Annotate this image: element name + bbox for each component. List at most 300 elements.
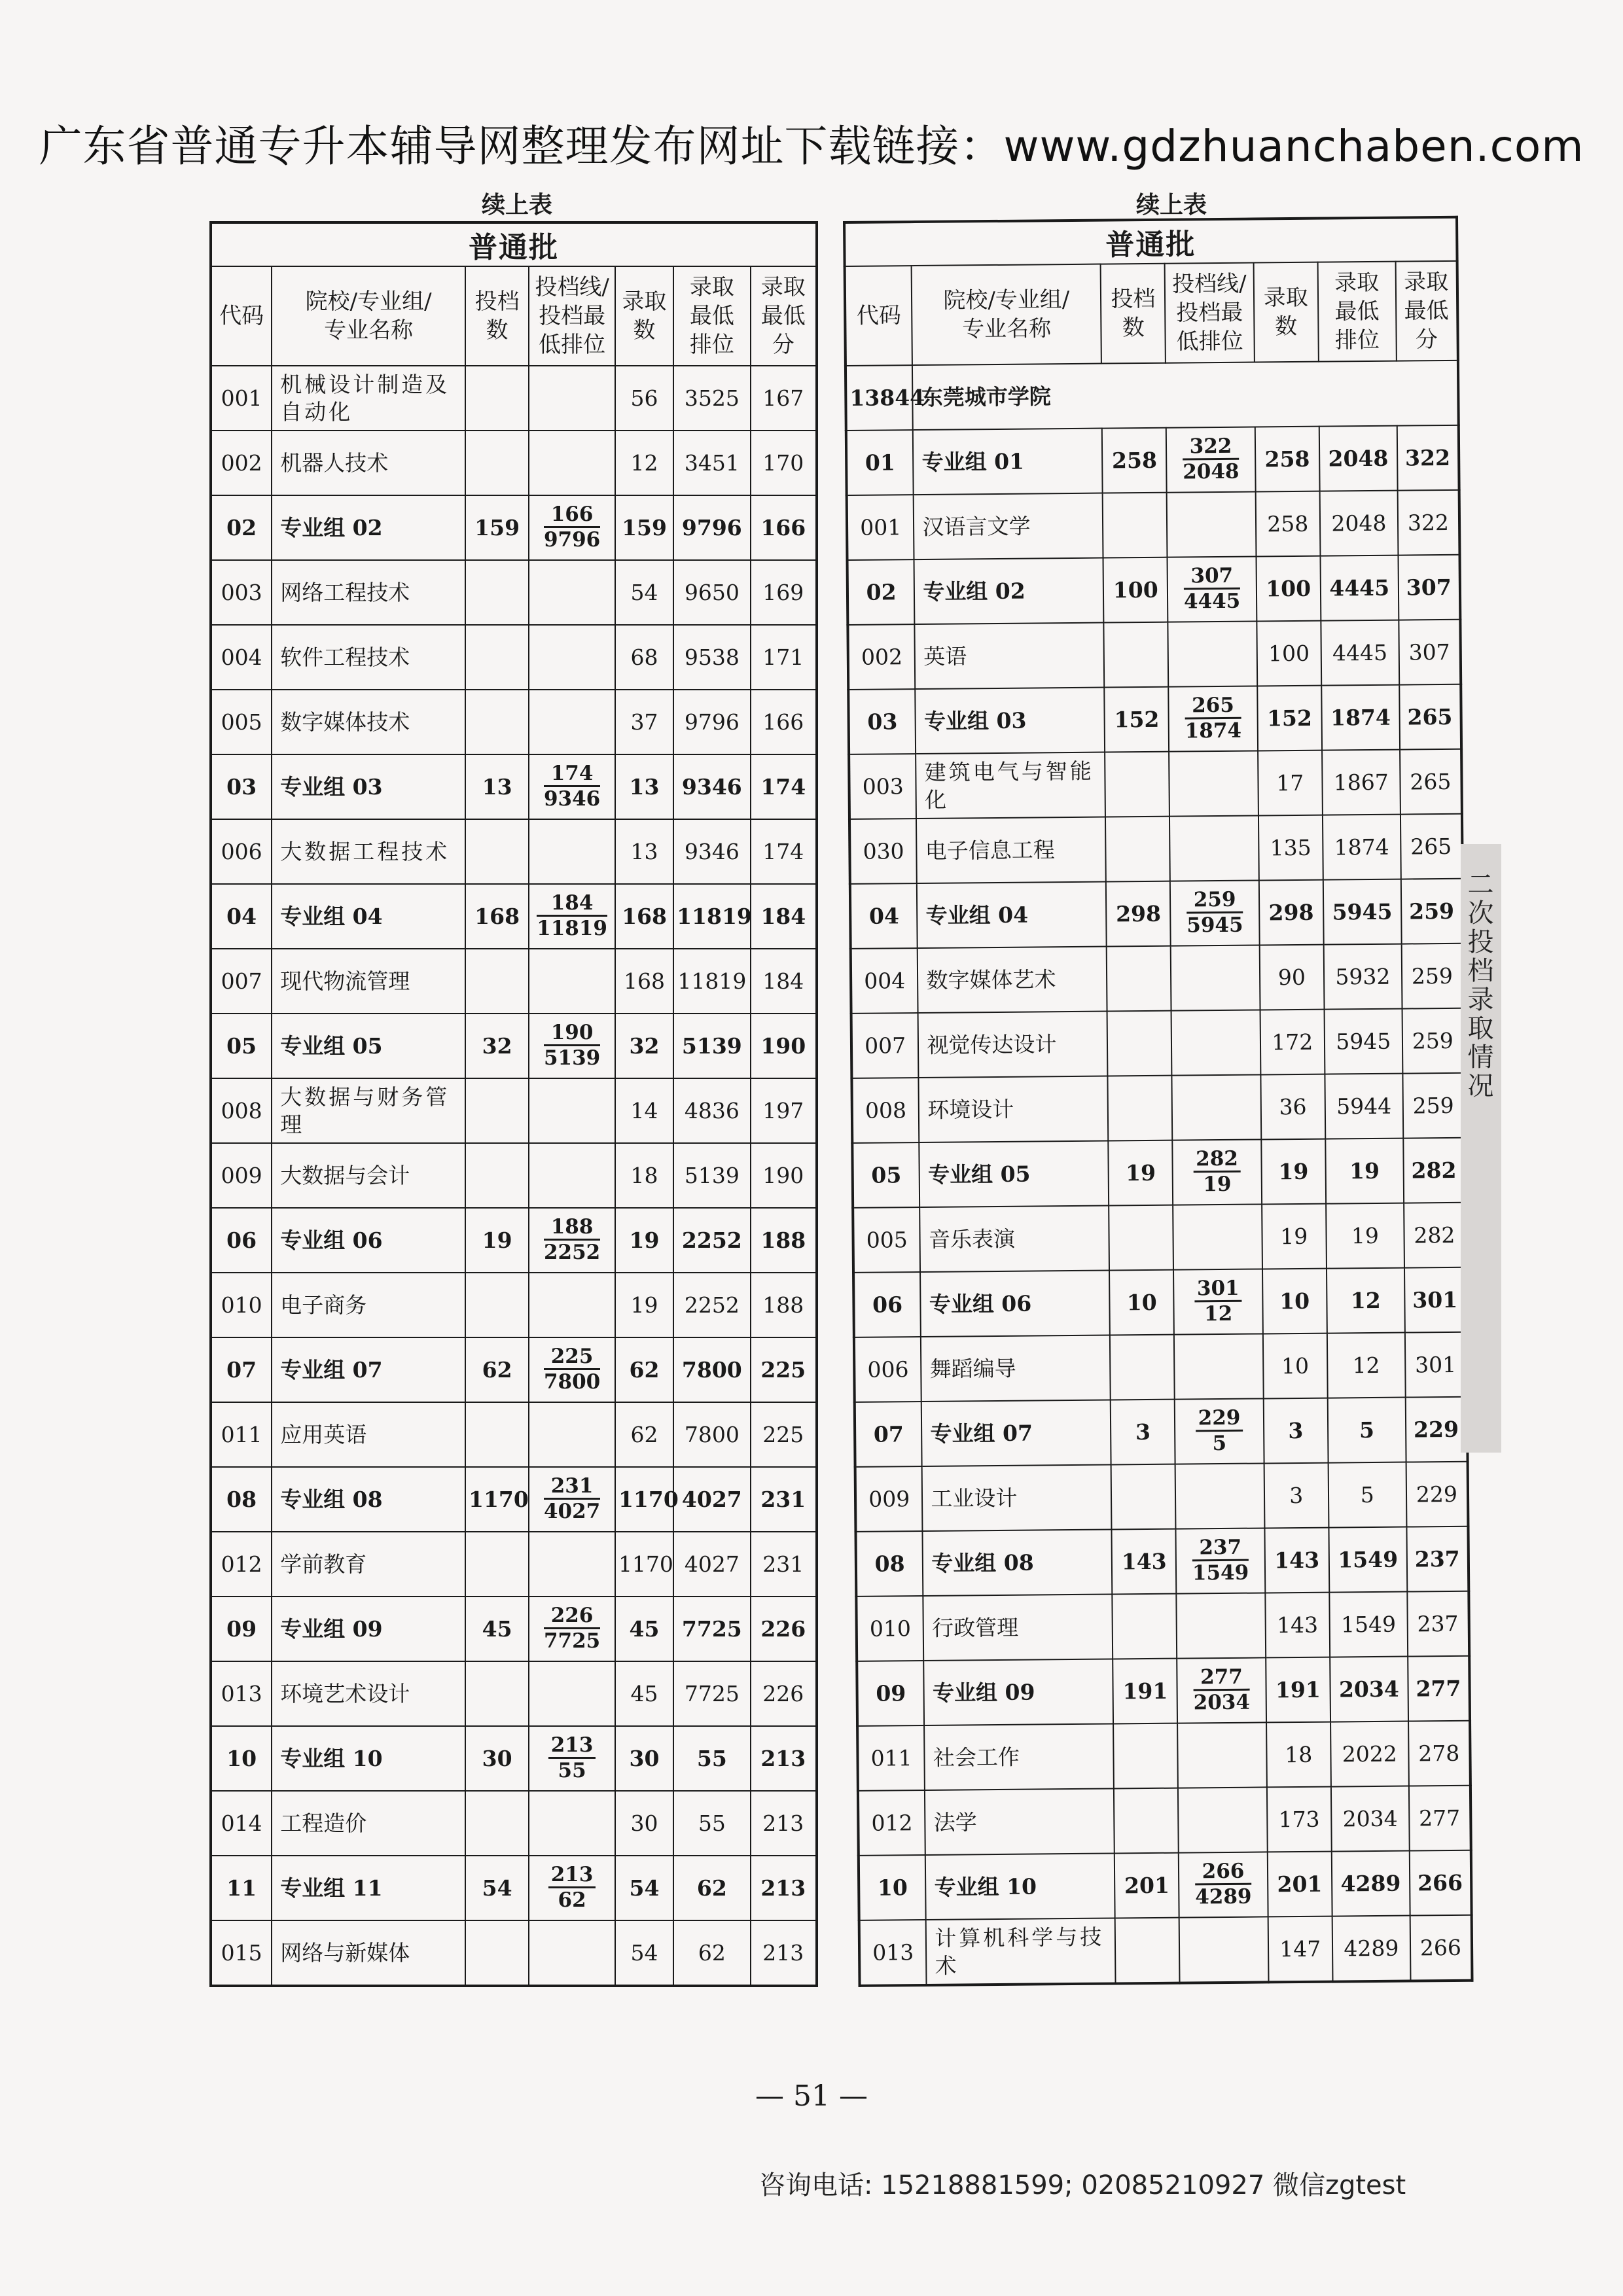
- min-rank-cell: 5945: [1323, 879, 1402, 945]
- name-cell: 专业组 07: [921, 1400, 1111, 1467]
- tou-dang-cell: [1105, 817, 1170, 882]
- min-score-cell: 266: [1410, 1915, 1472, 1981]
- major-row: [857, 1721, 1471, 1791]
- tou-dang-line-cell: [1166, 427, 1255, 493]
- column-header-row: [845, 261, 1458, 366]
- admitted-cell: 1170: [615, 1467, 673, 1532]
- admitted-cell: 172: [1260, 1010, 1325, 1075]
- code-cell: 010: [211, 1273, 272, 1337]
- tou-dang-line-cell: [529, 1920, 615, 1986]
- admitted-cell: 1170: [615, 1532, 673, 1597]
- code-cell: 008: [211, 1078, 272, 1143]
- code-cell: 013: [211, 1661, 272, 1726]
- name-cell: 视觉传达设计: [918, 1012, 1108, 1078]
- min-rank-cell: 1874: [1323, 815, 1401, 880]
- code-cell: 006: [854, 1337, 921, 1402]
- admitted-cell: 30: [615, 1726, 673, 1791]
- code-cell: 02: [847, 559, 915, 625]
- min-score-cell: 307: [1399, 620, 1461, 685]
- admitted-cell: 135: [1258, 815, 1323, 881]
- group-row: [850, 879, 1463, 949]
- code-cell: 002: [847, 624, 915, 690]
- min-rank-cell: 9650: [673, 560, 751, 625]
- name-cell: 专业组 09: [924, 1659, 1114, 1725]
- min-rank-cell: 2034: [1331, 1786, 1410, 1852]
- min-rank-cell: 55: [673, 1791, 751, 1856]
- tou-dang-cell: 19: [465, 1208, 529, 1273]
- admitted-cell: 12: [615, 431, 673, 495]
- tou-dang-cell: [1115, 1918, 1180, 1984]
- code-cell: 009: [855, 1466, 923, 1532]
- code-cell: 030: [849, 819, 917, 884]
- min-rank-cell: 11819: [673, 949, 751, 1014]
- line-score: 259: [1186, 889, 1243, 913]
- admitted-cell: 19: [615, 1208, 673, 1273]
- min-score-cell: 265: [1399, 684, 1461, 750]
- tou-dang-line-cell: [529, 1726, 615, 1791]
- name-cell: 专业组 02: [914, 558, 1104, 625]
- admitted-cell: 54: [615, 1920, 673, 1986]
- code-cell: 009: [211, 1143, 272, 1208]
- major-row: [855, 1462, 1469, 1532]
- line-score: 322: [1183, 435, 1240, 460]
- column-header: 代码: [211, 266, 272, 366]
- tou-dang-line-cell: [1177, 1593, 1266, 1658]
- tou-dang-line-cell: [1177, 1657, 1266, 1723]
- name-cell: 环境艺术设计: [272, 1661, 465, 1726]
- tou-dang-line-cell: [529, 1208, 615, 1273]
- line-rank: 5139: [543, 1046, 601, 1070]
- min-score-cell: 259: [1400, 879, 1463, 944]
- name-cell: 工程造价: [272, 1791, 465, 1856]
- admitted-cell: 30: [615, 1791, 673, 1856]
- tou-dang-cell: 62: [465, 1337, 529, 1402]
- tou-dang-cell: [1107, 1011, 1172, 1076]
- min-score-cell: 226: [751, 1597, 817, 1661]
- min-rank-cell: 4289: [1332, 1916, 1411, 1982]
- admitted-cell: 90: [1259, 945, 1324, 1010]
- line-rank: 4445: [1183, 589, 1241, 614]
- batch-title: 普通批: [844, 217, 1457, 266]
- code-cell: 003: [849, 754, 916, 819]
- line-fraction: [544, 1216, 600, 1263]
- min-score-cell: 225: [751, 1337, 817, 1402]
- line-fraction: [544, 1605, 600, 1652]
- major-row: [211, 560, 817, 625]
- min-rank-cell: 1549: [1329, 1592, 1408, 1657]
- line-fraction: [1194, 1277, 1242, 1325]
- group-row: [846, 425, 1459, 495]
- tou-dang-line-cell: [1178, 1787, 1267, 1852]
- tou-dang-line-cell: [1179, 1916, 1268, 1983]
- line-rank: 1874: [1185, 718, 1242, 743]
- line-fraction: [544, 763, 600, 810]
- column-header: 代码: [845, 266, 913, 366]
- tou-dang-cell: 10: [1109, 1270, 1174, 1335]
- line-rank: 2034: [1193, 1690, 1251, 1715]
- line-fraction: [1193, 1148, 1241, 1195]
- name-cell: 环境设计: [919, 1076, 1109, 1143]
- tou-dang-cell: 168: [465, 884, 529, 949]
- min-rank-cell: 5: [1328, 1398, 1406, 1463]
- tou-dang-cell: 258: [1102, 428, 1167, 493]
- major-row: [847, 620, 1461, 690]
- major-row: [211, 1791, 817, 1856]
- admitted-cell: 68: [615, 625, 673, 690]
- code-cell: 011: [211, 1402, 272, 1467]
- name-cell: 专业组 06: [272, 1208, 465, 1273]
- school-name: 东莞城市学院: [912, 361, 1458, 430]
- column-header: 录取 数: [615, 266, 673, 366]
- tou-dang-line-cell: [1168, 622, 1257, 687]
- major-row: [211, 819, 817, 884]
- min-score-cell: 174: [751, 819, 817, 884]
- tou-dang-line-cell: [529, 431, 615, 495]
- group-row: [857, 1656, 1470, 1726]
- min-score-cell: 259: [1402, 1008, 1464, 1074]
- min-rank-cell: 4836: [673, 1078, 751, 1143]
- min-score-cell: 213: [751, 1791, 817, 1856]
- line-rank: 5: [1212, 1432, 1227, 1456]
- min-score-cell: 259: [1401, 944, 1463, 1009]
- name-cell: 英语: [915, 623, 1105, 690]
- group-row: [211, 1726, 817, 1791]
- tou-dang-line-cell: [1175, 1398, 1264, 1464]
- code-cell: 05: [211, 1014, 272, 1078]
- tou-dang-line-cell: [529, 1402, 615, 1467]
- min-rank-cell: 2252: [673, 1208, 751, 1273]
- min-score-cell: 190: [751, 1014, 817, 1078]
- name-cell: 电子商务: [272, 1273, 465, 1337]
- line-fraction: [544, 1475, 600, 1523]
- min-score-cell: 266: [1409, 1850, 1471, 1916]
- name-cell: 专业组 06: [920, 1271, 1110, 1337]
- code-cell: 10: [211, 1726, 272, 1791]
- tou-dang-line-cell: [529, 690, 615, 754]
- admission-table-right: [843, 216, 1474, 1987]
- min-score-cell: 301: [1404, 1267, 1467, 1333]
- major-row: [851, 1008, 1465, 1078]
- group-row: [848, 684, 1461, 754]
- code-cell: 011: [857, 1725, 925, 1791]
- min-score-cell: 237: [1406, 1527, 1469, 1592]
- name-cell: 专业组 03: [916, 688, 1105, 754]
- line-rank: 7800: [543, 1370, 601, 1394]
- tou-dang-cell: [465, 625, 529, 690]
- line-score: 301: [1194, 1277, 1242, 1302]
- name-cell: 社会工作: [924, 1723, 1114, 1790]
- name-cell: 大数据工程技术: [272, 819, 465, 884]
- min-rank-cell: 7725: [673, 1661, 751, 1726]
- tou-dang-cell: 19: [1108, 1140, 1173, 1206]
- group-row: [211, 1014, 817, 1078]
- min-rank-cell: 2022: [1330, 1722, 1409, 1787]
- name-cell: 专业组 04: [917, 882, 1107, 949]
- tou-dang-cell: [465, 949, 529, 1014]
- group-row: [211, 495, 817, 560]
- admitted-cell: 45: [615, 1597, 673, 1661]
- major-row: [211, 690, 817, 754]
- continued-caption-left: 续上表: [481, 191, 552, 219]
- min-rank-cell: 55: [673, 1726, 751, 1791]
- tou-dang-cell: 30: [465, 1726, 529, 1791]
- line-fraction: [1183, 435, 1240, 483]
- line-rank: 12: [1204, 1302, 1233, 1326]
- line-fraction: [544, 504, 600, 551]
- min-score-cell: 190: [751, 1143, 817, 1208]
- side-tab-text: 二次投档录取情况: [1463, 870, 1493, 1101]
- line-score: 184: [537, 892, 607, 917]
- tou-dang-cell: [465, 1143, 529, 1208]
- school-code: 13844: [846, 365, 913, 431]
- tou-dang-cell: [1109, 1205, 1173, 1271]
- min-score-cell: 282: [1403, 1138, 1465, 1203]
- contact-line: 咨询电话: 15218881599; 02085210927 微信zgtest: [759, 2170, 1406, 2200]
- admitted-cell: 62: [615, 1337, 673, 1402]
- tou-dang-line-cell: [1171, 945, 1260, 1010]
- line-fraction: [1186, 889, 1243, 936]
- tou-dang-cell: [1107, 946, 1171, 1012]
- code-cell: 09: [211, 1597, 272, 1661]
- tou-dang-line-cell: [529, 495, 615, 560]
- line-fraction: [544, 1346, 600, 1393]
- line-rank: 62: [558, 1888, 586, 1913]
- code-cell: 04: [850, 883, 918, 949]
- name-cell: 建筑电气与智能化: [916, 752, 1105, 819]
- tou-dang-cell: [1112, 1594, 1177, 1659]
- tou-dang-cell: [1108, 1076, 1173, 1141]
- group-row: [852, 1138, 1465, 1208]
- tou-dang-cell: 13: [465, 754, 529, 819]
- tou-dang-line-cell: [529, 1078, 615, 1143]
- min-score-cell: 197: [751, 1078, 817, 1143]
- min-score-cell: 171: [751, 625, 817, 690]
- major-row: [854, 1332, 1467, 1402]
- code-cell: 001: [211, 366, 272, 431]
- group-row: [211, 1856, 817, 1920]
- min-score-cell: 225: [751, 1402, 817, 1467]
- name-cell: 专业组 08: [923, 1529, 1113, 1596]
- admitted-cell: 56: [615, 366, 673, 431]
- admitted-cell: 152: [1257, 686, 1322, 751]
- name-cell: 专业组 11: [272, 1856, 465, 1920]
- line-score: 282: [1193, 1148, 1241, 1173]
- line-score: 188: [544, 1216, 600, 1241]
- name-cell: 汉语言文学: [914, 493, 1103, 560]
- admitted-cell: 298: [1258, 880, 1323, 945]
- min-rank-cell: 11819: [673, 884, 751, 949]
- min-rank-cell: 2048: [1319, 426, 1398, 491]
- min-rank-cell: 4027: [673, 1467, 751, 1532]
- group-row: [853, 1267, 1467, 1337]
- code-cell: 015: [211, 1920, 272, 1986]
- code-cell: 012: [858, 1790, 925, 1856]
- tou-dang-line-cell: [1176, 1528, 1265, 1593]
- admitted-cell: 17: [1258, 751, 1323, 816]
- major-row: [211, 431, 817, 495]
- tou-dang-cell: 152: [1104, 687, 1169, 752]
- tou-dang-line-cell: [529, 1661, 615, 1726]
- major-row: [211, 1532, 817, 1597]
- min-rank-cell: 5139: [673, 1014, 751, 1078]
- major-row: [858, 1786, 1471, 1856]
- min-score-cell: 213: [751, 1856, 817, 1920]
- code-cell: 004: [211, 625, 272, 690]
- admitted-cell: 32: [615, 1014, 673, 1078]
- tou-dang-line-cell: [529, 1856, 615, 1920]
- min-score-cell: 278: [1408, 1721, 1471, 1786]
- group-row: [847, 555, 1461, 625]
- major-row: [211, 1661, 817, 1726]
- major-row: [211, 366, 817, 431]
- major-row: [859, 1915, 1472, 1986]
- tou-dang-cell: [465, 1078, 529, 1143]
- min-rank-cell: 4289: [1332, 1851, 1410, 1916]
- min-rank-cell: 1549: [1329, 1527, 1407, 1593]
- tou-dang-line-cell: [1173, 1204, 1262, 1269]
- line-score: 307: [1184, 565, 1241, 590]
- line-score: 213: [548, 1864, 596, 1889]
- min-score-cell: 265: [1400, 749, 1462, 815]
- tou-dang-line-cell: [529, 884, 615, 949]
- name-cell: 计算机科学与技术: [926, 1918, 1116, 1985]
- min-score-cell: 277: [1408, 1656, 1470, 1722]
- tou-dang-line-cell: [1175, 1463, 1264, 1528]
- tou-dang-cell: [1103, 493, 1168, 558]
- code-cell: 013: [859, 1920, 927, 1986]
- line-score: 174: [544, 763, 600, 788]
- column-header: 录取 最低 排位: [1317, 262, 1396, 362]
- tou-dang-cell: [465, 1791, 529, 1856]
- side-tab: [1461, 844, 1501, 1453]
- name-cell: 专业组 09: [272, 1597, 465, 1661]
- admitted-cell: 13: [615, 819, 673, 884]
- name-cell: 应用英语: [272, 1402, 465, 1467]
- tou-dang-line-cell: [529, 1337, 615, 1402]
- name-cell: 数字媒体技术: [272, 690, 465, 754]
- code-cell: 02: [211, 495, 272, 560]
- header-banner: 广东省普通专升本辅导网整理发布网址下载链接：www.gdzhuanchaben.com: [39, 121, 1584, 171]
- column-header: 投档线/ 投档最 低排位: [1165, 263, 1254, 363]
- name-cell: 音乐表演: [920, 1206, 1110, 1273]
- admitted-cell: 100: [1256, 556, 1321, 622]
- min-score-cell: 229: [1405, 1397, 1467, 1462]
- tou-dang-cell: [465, 1661, 529, 1726]
- admitted-cell: 173: [1267, 1787, 1332, 1852]
- tou-dang-line-cell: [529, 625, 615, 690]
- admitted-cell: 100: [1257, 621, 1321, 686]
- name-cell: 机器人技术: [272, 431, 465, 495]
- line-score: 166: [544, 504, 600, 529]
- min-score-cell: 226: [751, 1661, 817, 1726]
- line-fraction: [1192, 1536, 1249, 1584]
- name-cell: 舞蹈编导: [921, 1335, 1111, 1402]
- min-rank-cell: 1874: [1321, 685, 1400, 751]
- min-score-cell: 184: [751, 884, 817, 949]
- code-cell: 001: [847, 495, 914, 560]
- min-score-cell: 229: [1406, 1462, 1468, 1527]
- min-rank-cell: 4027: [673, 1532, 751, 1597]
- line-fraction: [1195, 1860, 1252, 1908]
- line-fraction: [544, 1022, 600, 1069]
- major-row: [211, 949, 817, 1014]
- code-cell: 010: [856, 1596, 923, 1661]
- min-score-cell: 166: [751, 690, 817, 754]
- admitted-cell: 19: [615, 1273, 673, 1337]
- admitted-cell: 14: [615, 1078, 673, 1143]
- min-score-cell: 188: [751, 1273, 817, 1337]
- tou-dang-cell: [1104, 622, 1169, 688]
- tou-dang-line-cell: [529, 1273, 615, 1337]
- tou-dang-line-cell: [529, 1467, 615, 1532]
- code-cell: 006: [211, 819, 272, 884]
- admitted-cell: 3: [1263, 1398, 1328, 1464]
- code-cell: 014: [211, 1791, 272, 1856]
- min-score-cell: 188: [751, 1208, 817, 1273]
- tou-dang-cell: 201: [1115, 1853, 1179, 1918]
- code-cell: 09: [857, 1661, 924, 1726]
- line-score: 237: [1192, 1536, 1249, 1561]
- major-row: [211, 1273, 817, 1337]
- tou-dang-line-cell: [1167, 492, 1256, 557]
- column-header: 投档线/ 投档最 低排位: [529, 266, 615, 366]
- min-score-cell: 184: [751, 949, 817, 1014]
- line-rank: 7725: [543, 1629, 601, 1653]
- name-cell: 专业组 10: [272, 1726, 465, 1791]
- line-fraction: [1193, 1666, 1250, 1714]
- admitted-cell: 45: [615, 1661, 673, 1726]
- admitted-cell: 19: [1261, 1139, 1326, 1205]
- tou-dang-line-cell: [1169, 751, 1258, 817]
- code-cell: 004: [851, 948, 918, 1014]
- line-rank: 2252: [543, 1241, 601, 1265]
- line-rank: 55: [558, 1759, 586, 1783]
- code-cell: 06: [211, 1208, 272, 1273]
- group-row: [855, 1527, 1469, 1597]
- admitted-cell: 54: [615, 1856, 673, 1920]
- code-cell: 04: [211, 884, 272, 949]
- code-cell: 08: [855, 1531, 923, 1597]
- line-fraction: [1184, 565, 1241, 612]
- admitted-cell: 258: [1255, 427, 1319, 492]
- major-row: [851, 1073, 1465, 1143]
- tou-dang-line-cell: [1172, 1074, 1261, 1140]
- line-score: 231: [544, 1475, 600, 1500]
- tou-dang-line-cell: [1174, 1333, 1263, 1399]
- code-cell: 03: [848, 689, 916, 754]
- tou-dang-cell: 32: [465, 1014, 529, 1078]
- column-header: 投档 数: [465, 266, 529, 366]
- tou-dang-line-cell: [529, 1532, 615, 1597]
- tou-dang-line-cell: [529, 1597, 615, 1661]
- min-rank-cell: 19: [1326, 1203, 1404, 1269]
- column-header: 录取 最低 分: [751, 266, 817, 366]
- line-score: 266: [1195, 1860, 1252, 1885]
- tou-dang-cell: [465, 1402, 529, 1467]
- school-row: [846, 361, 1459, 431]
- min-rank-cell: 2034: [1330, 1657, 1408, 1722]
- group-row: [211, 1208, 817, 1273]
- min-score-cell: 167: [751, 366, 817, 431]
- tou-dang-cell: 3: [1111, 1400, 1175, 1465]
- min-score-cell: 174: [751, 754, 817, 819]
- group-row: [211, 884, 817, 949]
- min-score-cell: 301: [1405, 1332, 1467, 1398]
- name-cell: 电子信息工程: [916, 817, 1106, 884]
- min-rank-cell: 5139: [673, 1143, 751, 1208]
- tou-dang-line-cell: [1168, 557, 1257, 622]
- min-rank-cell: 9796: [673, 690, 751, 754]
